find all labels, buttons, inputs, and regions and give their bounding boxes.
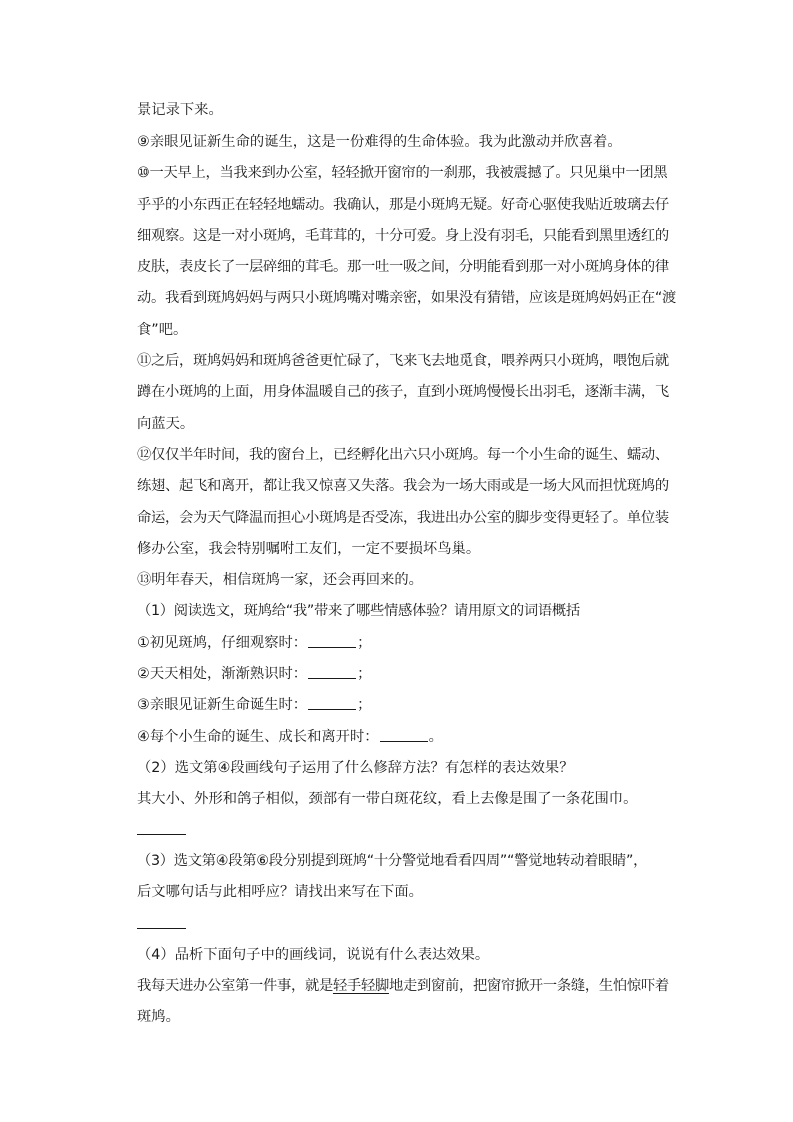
item-end: ； — [357, 635, 372, 651]
passage-line: 蹲在小斑鸠的上面，用身体温暖自己的孩子，直到小斑鸠慢慢长出羽毛，逐渐丰满，飞 — [137, 384, 669, 400]
passage-line: 修办公室，我会特别嘱咐工友们，一定不要损坏鸟巢。 — [137, 541, 481, 557]
passage-line: ⑬明年春天，相信斑鸠一家，还会再回来的。 — [137, 572, 423, 588]
sentence-text: 我每天进办公室第一件事，就是 — [137, 978, 333, 994]
passage-line: 练翅、起飞和离开，都让我又惊喜又失落。我会为一场大雨或是一场大风而担忧斑鸠的 — [137, 478, 669, 494]
question-1-item — [137, 690, 677, 721]
passage-line: ⑨亲眼见证新生命的诞生，这是一份难得的生命体验。我为此激动并欣喜着。 — [137, 134, 622, 150]
question-4-sentence-cont: 斑鸠。 — [137, 1009, 180, 1025]
question-3-prompt-cont: 后文哪句话与此相呼应？请找出来写在下面。 — [137, 884, 423, 900]
item-text: ④每个小生命的诞生、成长和离开时： — [137, 729, 379, 745]
passage-line: ⑪之后，斑鸠妈妈和斑鸠爸爸更忙碌了，飞来飞去地觅食，喂养两只小斑鸠，喂饱后就 — [137, 353, 669, 369]
item-end: 。 — [428, 729, 443, 745]
question-1-item — [137, 722, 677, 753]
item-text: ③亲眼见证新生命诞生时： — [137, 697, 308, 713]
question-2-prompt: （2）选文第④段画线句子运用了什么修辞方法？有怎样的表达效果？ — [137, 760, 574, 776]
question-4-sentence — [137, 971, 677, 1002]
passage-line: 皮肤，表皮长了一层碎细的茸毛。那一吐一吸之间，分明能看到那一对小斑鸠身体的律 — [137, 259, 669, 275]
answer-blank[interactable] — [380, 727, 428, 742]
passage-line: 景记录下来。 — [137, 102, 223, 118]
underlined-word: 轻手轻脚 — [332, 978, 389, 994]
question-3-prompt: （3）选文第④段第⑥段分别提到斑鸠“十分警觉地看看四周”“警觉地转动着眼睛”， — [137, 853, 648, 869]
item-end: ； — [357, 697, 372, 713]
passage-line: ⑫仅仅半年时间，我的窗台上，已经孵化出六只小斑鸠。每一个小生命的诞生、蠕动、 — [137, 447, 669, 463]
answer-blank[interactable] — [308, 664, 356, 679]
item-text: ①初见斑鸠，仔细观察时： — [137, 635, 308, 651]
passage-line: 食”吧。 — [137, 322, 188, 338]
question-1-prompt: （1）阅读选文，斑鸠给“我”带来了哪些情感体验？请用原文的词语概括 — [137, 603, 580, 619]
answer-blank[interactable] — [308, 695, 356, 710]
item-text: ②天天相处，渐渐熟识时： — [137, 666, 308, 682]
passage-line: 命运，会为天气降温而担心小斑鸠是否受冻，我进出办公室的脚步变得更轻了。单位装 — [137, 510, 669, 526]
passage-line: 细观察。这是一对小斑鸠，毛茸茸的，十分可爱。身上没有羽毛，只能看到黑里透红的 — [137, 228, 669, 244]
answer-blank[interactable] — [308, 633, 356, 648]
item-end: ； — [357, 666, 372, 682]
passage-line: 向蓝天。 — [137, 416, 195, 432]
passage-line: 乎乎的小东西正在轻轻地蠕动。我确认，那是小斑鸠无疑。好奇心驱使我贴近玻璃去仔 — [137, 197, 669, 213]
question-4-prompt: （4）品析下面句子中的画线词，说说有什么表达效果。 — [137, 947, 490, 963]
passage-line: ⑩一天早上，当我来到办公室，轻轻掀开窗帘的一刹那，我被震撼了。只见巢中一团黑 — [137, 165, 668, 181]
question-2-quote: 其大小、外形和鸽子相似，颈部有一带白斑花纹，看上去像是围了一条花围巾。 — [137, 791, 638, 807]
passage-line: 动。我看到斑鸠妈妈与两只小斑鸠嘴对嘴亲密，如果没有猜错，应该是斑鸠妈妈正在“渡 — [137, 290, 676, 306]
question-1-item — [137, 628, 677, 659]
answer-line[interactable] — [137, 834, 186, 835]
answer-line[interactable] — [137, 928, 186, 929]
sentence-text: 地走到窗前，把窗帘掀开一条缝，生怕惊吓着 — [388, 978, 669, 994]
question-1-item — [137, 659, 677, 690]
